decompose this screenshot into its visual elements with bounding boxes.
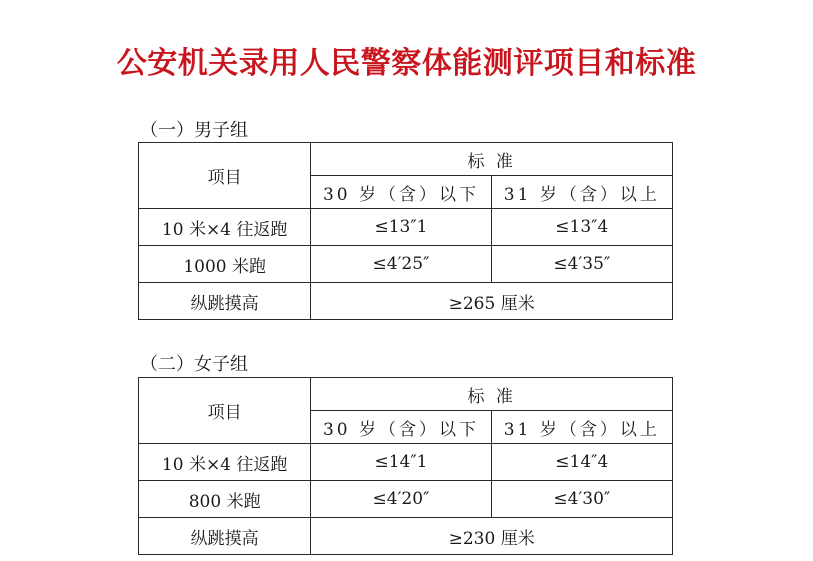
table-row bbox=[139, 518, 673, 555]
table-header-row bbox=[139, 378, 673, 411]
row-value-31-above: ≤4′35″ bbox=[491, 246, 672, 283]
row-item: 纵跳摸高 bbox=[139, 518, 311, 555]
row-value-all-ages: ≥230 厘米 bbox=[311, 518, 673, 555]
table-row bbox=[139, 481, 673, 518]
header-age-31-above: 31 岁（含）以上 bbox=[491, 411, 672, 444]
document-title: 公安机关录用人民警察体能测评项目和标准 bbox=[116, 46, 697, 81]
row-item: 纵跳摸高 bbox=[139, 283, 311, 320]
row-item: 10 米×4 往返跑 bbox=[139, 209, 311, 246]
header-age-30-below: 30 岁（含）以下 bbox=[311, 411, 491, 444]
row-value-all-ages: ≥265 厘米 bbox=[311, 283, 673, 320]
header-standard: 标 准 bbox=[311, 143, 673, 176]
row-value-30-below: ≤13″1 bbox=[311, 209, 491, 246]
standards-table-female bbox=[138, 377, 673, 555]
row-value-31-above: ≤4′30″ bbox=[491, 481, 672, 518]
standards-table-male bbox=[138, 142, 673, 320]
table-row bbox=[139, 283, 673, 320]
section-label-male: （一）男子组 bbox=[140, 120, 248, 141]
section-label-female: （二）女子组 bbox=[140, 354, 248, 375]
header-item: 项目 bbox=[139, 143, 311, 209]
row-value-30-below: ≤4′20″ bbox=[311, 481, 491, 518]
header-age-30-below: 30 岁（含）以下 bbox=[311, 176, 491, 209]
row-value-30-below: ≤14″1 bbox=[311, 444, 491, 481]
row-item: 800 米跑 bbox=[139, 481, 311, 518]
row-item: 10 米×4 往返跑 bbox=[139, 444, 311, 481]
table-header-row bbox=[139, 143, 673, 176]
header-item: 项目 bbox=[139, 378, 311, 444]
row-item: 1000 米跑 bbox=[139, 246, 311, 283]
table-row bbox=[139, 444, 673, 481]
row-value-31-above: ≤14″4 bbox=[491, 444, 672, 481]
header-age-31-above: 31 岁（含）以上 bbox=[491, 176, 672, 209]
row-value-31-above: ≤13″4 bbox=[491, 209, 672, 246]
table-row bbox=[139, 246, 673, 283]
table-row bbox=[139, 209, 673, 246]
header-standard: 标 准 bbox=[311, 378, 673, 411]
row-value-30-below: ≤4′25″ bbox=[311, 246, 491, 283]
